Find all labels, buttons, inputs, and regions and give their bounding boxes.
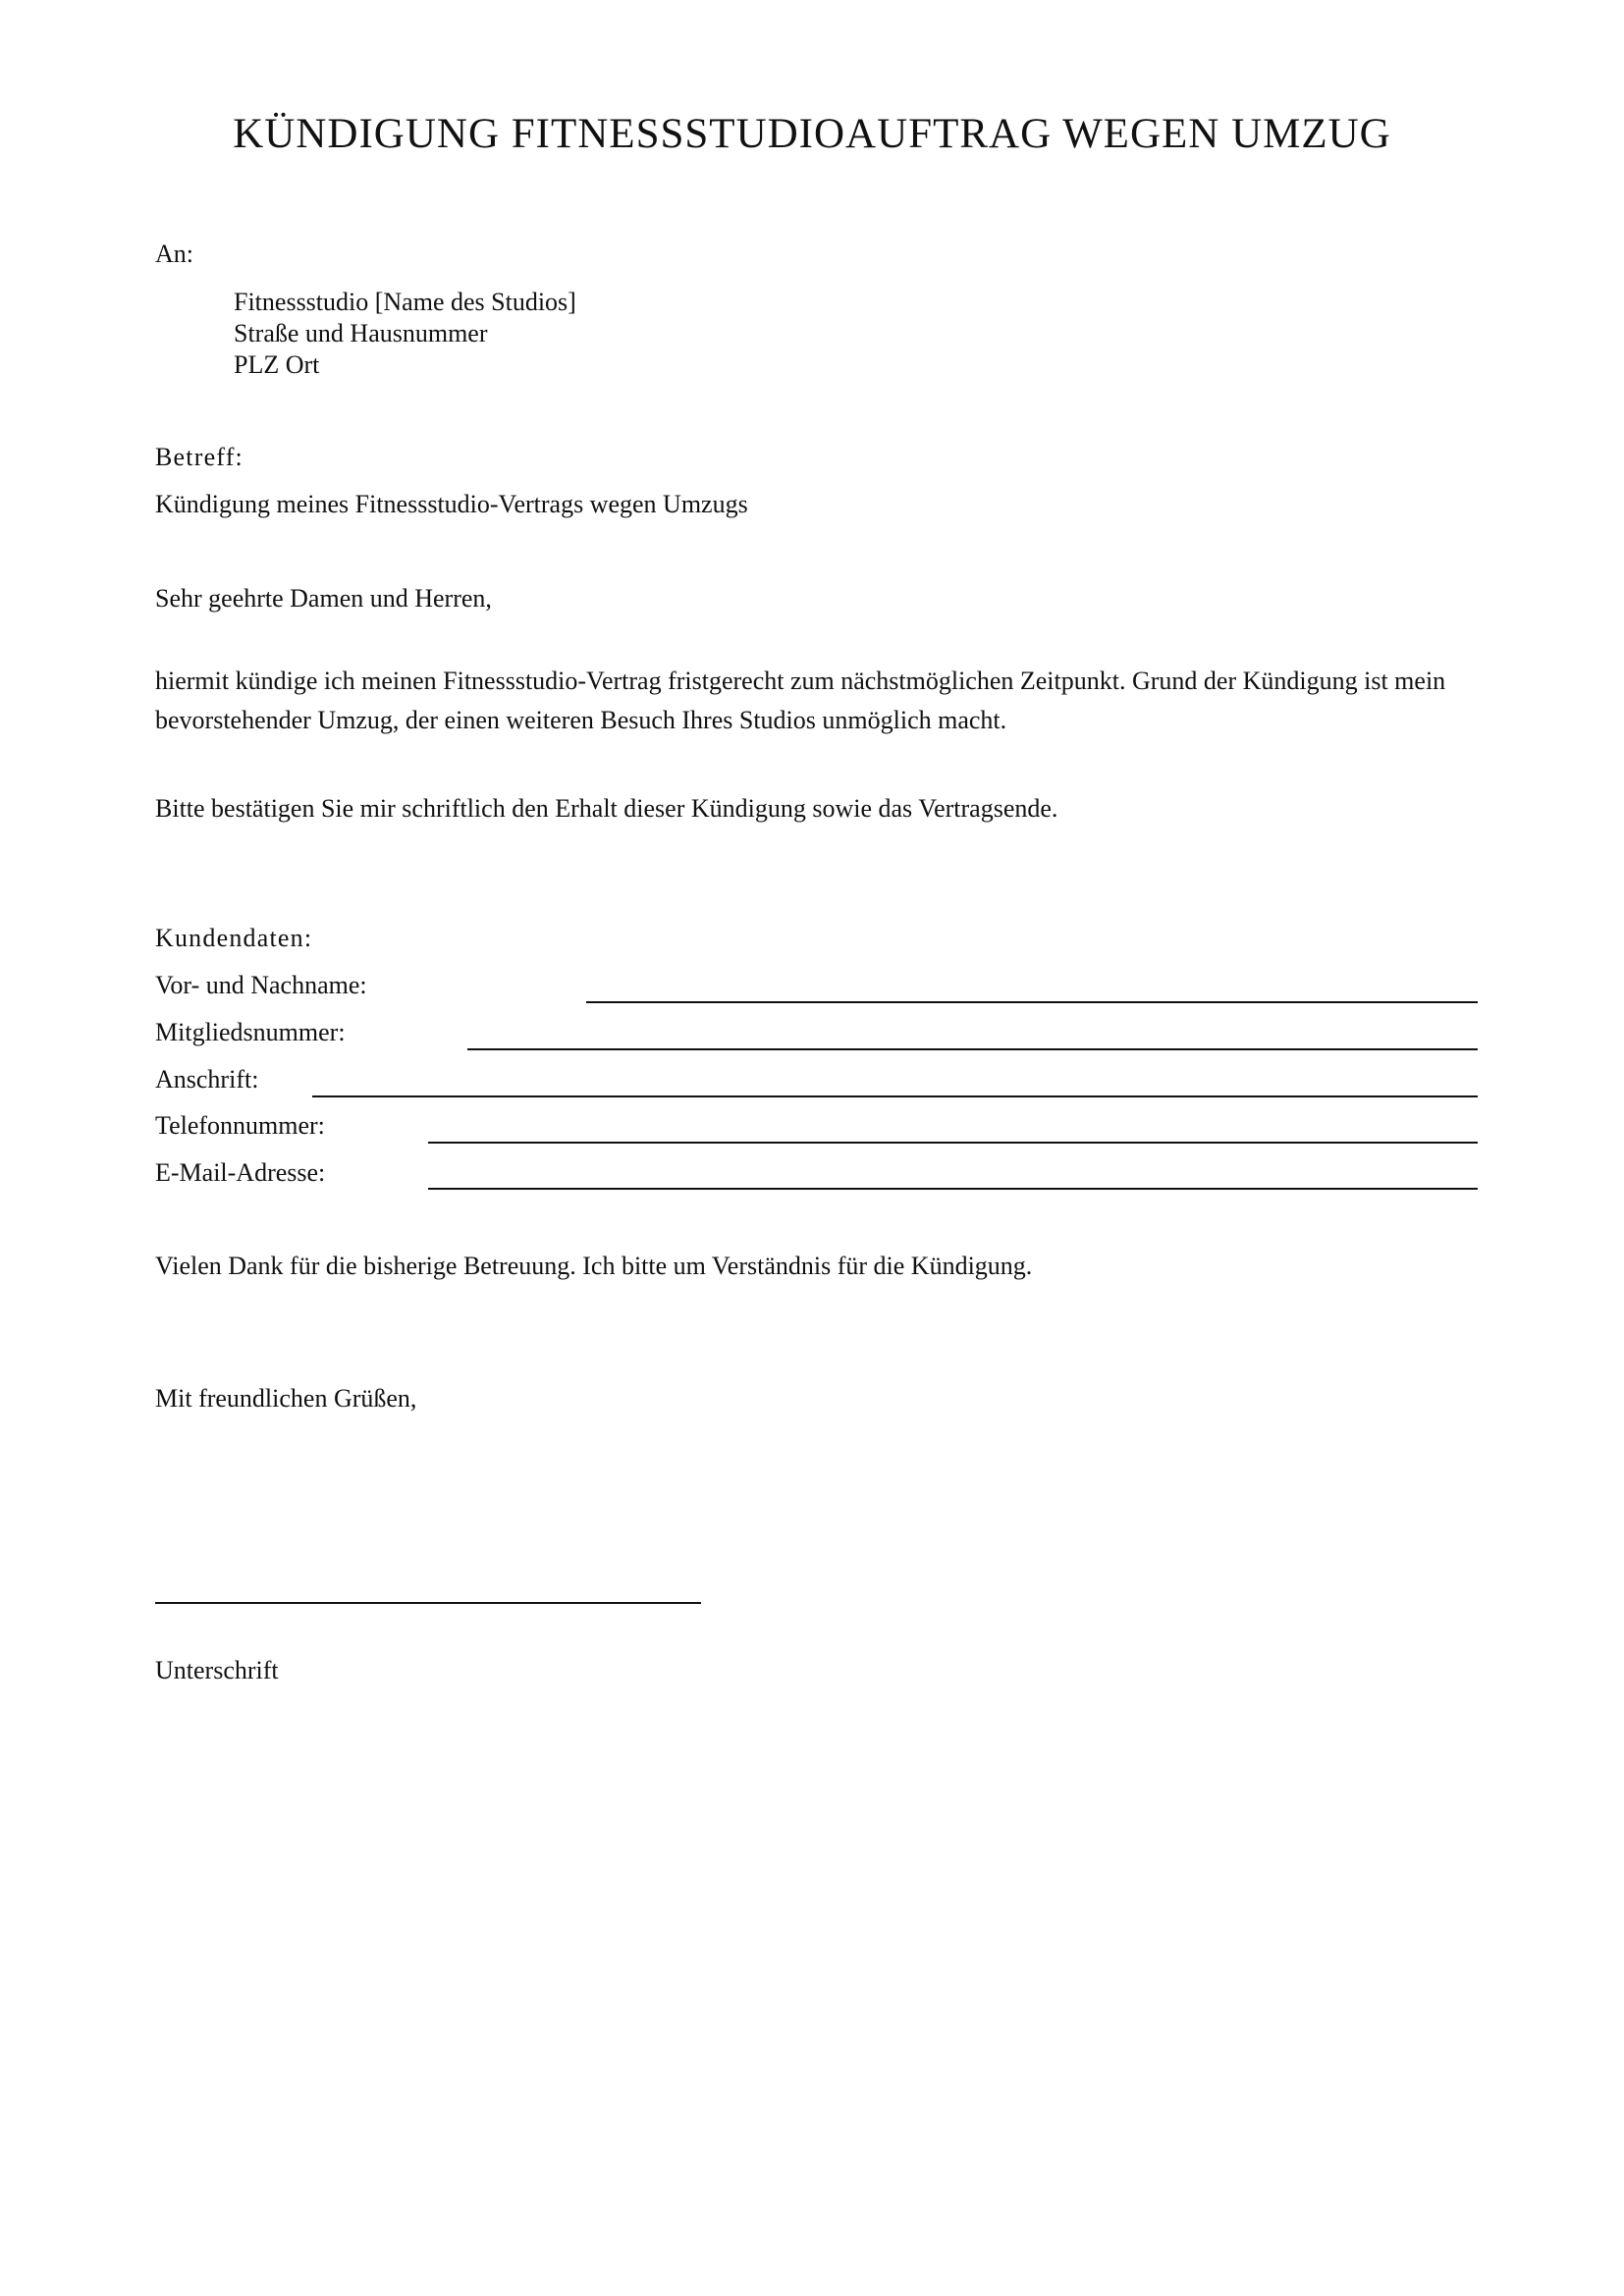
- recipient-label: An:: [155, 240, 193, 268]
- salutation: Sehr geehrte Damen und Herren,: [155, 584, 492, 613]
- body-paragraph-1: hiermit kündige ich meinen Fitnessstudio-Vertrag fristgerecht zum nächstmöglichen Zeitpunkt. Grund der Kündigung ist mein bevorstehender Umzug, der einen weiteren Besuch Ihres Studios unmöglich macht.: [155, 667, 1446, 734]
- recipient-line-1: Fitnessstudio [Name des Studios]: [234, 288, 576, 316]
- recipient-line-2: Straße und Hausnummer: [234, 319, 488, 347]
- thanks-text: Vielen Dank für die bisherige Betreuung. Ich bitte um Verständnis für die Kündigung.: [155, 1252, 1033, 1280]
- field-line-email[interactable]: [428, 1188, 1478, 1190]
- customer-heading: Kundendaten:: [155, 924, 313, 952]
- field-label-member-number: Mitgliedsnummer:: [155, 1018, 346, 1046]
- subject-label: Betreff:: [155, 443, 244, 471]
- body-paragraph-2: Bitte bestätigen Sie mir schriftlich den Erhalt dieser Kündigung sowie das Vertragsende.: [155, 794, 1058, 823]
- field-label-phone: Telefonnummer:: [155, 1111, 325, 1140]
- signature-label: Unterschrift: [155, 1656, 279, 1684]
- recipient-line-3: PLZ Ort: [234, 350, 320, 379]
- field-line-phone[interactable]: [428, 1142, 1478, 1144]
- field-label-name: Vor- und Nachname:: [155, 971, 367, 999]
- field-line-address[interactable]: [312, 1095, 1478, 1097]
- closing-text: Mit freundlichen Grüßen,: [155, 1384, 417, 1413]
- field-label-email: E-Mail-Adresse:: [155, 1158, 326, 1187]
- field-line-name[interactable]: [586, 1001, 1478, 1003]
- letter-title: KÜNDIGUNG FITNESSSTUDIOAUFTRAG WEGEN UMZUG: [233, 111, 1391, 157]
- signature-line[interactable]: [155, 1602, 701, 1604]
- subject-text: Kündigung meines Fitnessstudio-Vertrags wegen Umzugs: [155, 490, 748, 518]
- field-line-member-number[interactable]: [467, 1048, 1478, 1050]
- field-label-address: Anschrift:: [155, 1065, 259, 1094]
